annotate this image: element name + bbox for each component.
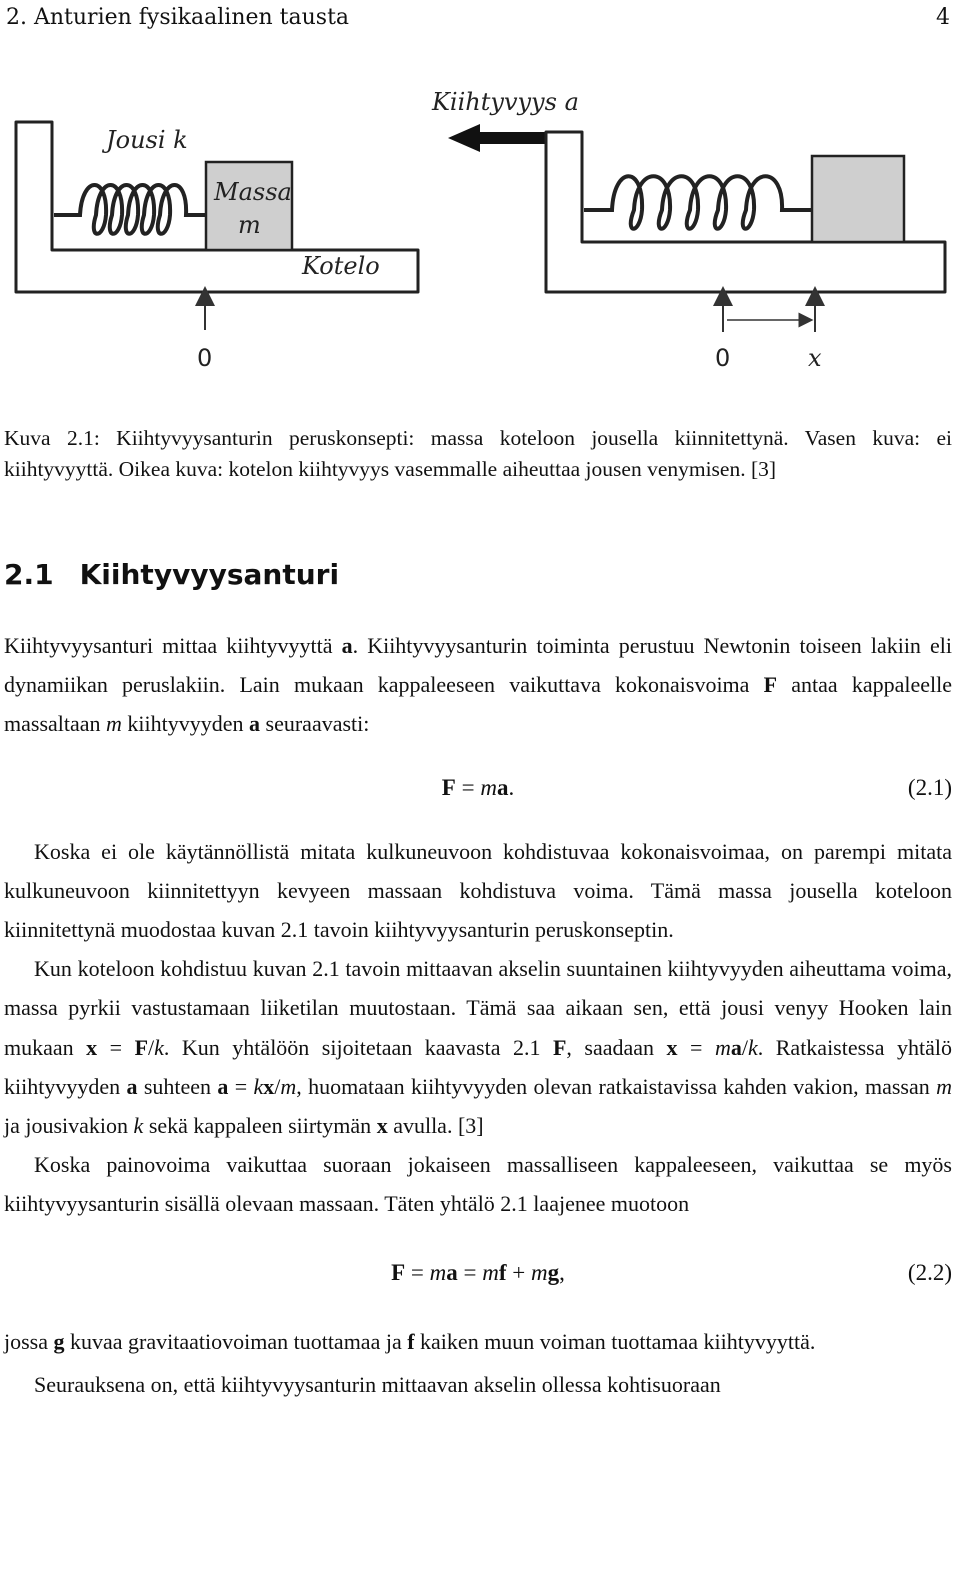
symbol-F: F [763,672,778,698]
text-run: avulla. [3] [387,1113,484,1139]
text-run: / [148,1034,155,1060]
symbol-F: F [134,1034,149,1060]
symbol-a: a [496,775,509,800]
symbol-F: F [441,775,456,800]
punctuation: . [508,775,515,800]
text-run: = [97,1034,135,1060]
spring-label: Jousi k [106,126,188,154]
plus-sign: + [506,1260,532,1286]
symbol-a: a [341,633,353,658]
paragraph-4: Koska painovoima vaikuttaa suoraan jokaiseen massalliseen kappaleeseen, vaikuttaa se myös kiihtyvyysanturin sisällä olevaan massaan. Täten yhtälö 2.1 laajenee muotoon [4,1152,952,1217]
text-run: jossa [4,1328,54,1354]
equation-2-2 [4,1224,952,1322]
text-run: / [274,1073,281,1099]
symbol-m: m [480,775,497,800]
symbol-k: k [747,1034,758,1060]
text-run: seuraavasti: [260,711,370,737]
symbol-g: g [53,1328,65,1354]
chapter-title: 2. Anturien fysikaalinen tausta [6,4,350,30]
symbol-m: m [714,1034,731,1060]
x-label: x [808,344,822,372]
mass-label-line2: m [238,211,261,239]
body-text [4,626,952,1404]
text-run: / [741,1034,748,1060]
equals-sign: = [455,775,481,800]
text-run: Kiihtyvyysanturi mittaa kiihtyvyyttä [4,633,342,658]
text-run: sekä kappaleen siirtymän [143,1113,377,1139]
symbol-k: k [253,1073,264,1099]
figure-accelerometer-concept [0,80,960,380]
mass-label-line1: Massa [214,178,292,206]
symbol-a: a [249,711,261,737]
section-heading [4,558,339,591]
text-run: , saadaan [566,1034,667,1060]
symbol-a: a [446,1260,458,1286]
paragraph-2: Koska ei ole käytännöllistä mitata kulkuneuvoon kohdistuvaa kokonaisvoimaa, on parempi mitata kulkuneuvoon kiinnitettyyn kevyeen massaan kohdistuva voima. Tämä massa jousella koteloon kiinnitettynä muodostaa kuvan 2.1 tavoin kiihtyvyysanturin peruskonseptin. [4,838,952,943]
text-run: , huomataan kiihtyvyyden olevan ratkaistavissa kahden vakion, massan [296,1073,937,1099]
right-mass-block [812,156,904,242]
right-spring-coil [584,176,812,229]
symbol-a: a [217,1073,229,1099]
text-run: kuvaa gravitaatiovoiman tuottamaa ja [64,1328,408,1354]
equation-number: (2.2) [907,1260,952,1286]
text-run: antaa kappaleelle massaltaan [4,672,952,737]
left-spring-coil [54,185,206,234]
paragraph-3 [4,949,952,1145]
left-zero-label: 0 [197,344,213,372]
symbol-x: x [263,1073,275,1099]
text-run: suhteen [137,1073,218,1099]
symbol-f: f [407,1328,415,1354]
text-run: . Kun yhtälöön sijoitetaan kaavasta 2.1 [163,1034,553,1060]
symbol-m: m [280,1073,297,1099]
text-run: kaiken muun voiman tuottamaa kiihtyvyyttä. [414,1328,816,1354]
equation-2-1 [4,744,952,832]
text-run: = [677,1034,715,1060]
text-run: . Kiihtyvyysanturin toiminta perustuu Newtonin toiseen lakiin eli dynamiikan peruslakiin. Lain mukaan kappaleeseen vaikuttava kokonaisvoima [4,633,952,698]
symbol-g: g [547,1260,560,1286]
text-run: Kun koteloon kohdistuu kuvan 2.1 tavoin mittaavan akselin suuntainen kiihtyvyyden aiheuttama voima, massa pyrkii vastustamaan liiketilan muutostaan. Tämä saa aikaan sen, että jousi venyy Hooken lain mukaan [4,956,952,1060]
symbol-x: x [376,1113,388,1139]
punctuation: , [559,1260,565,1286]
equals-sign: = [457,1260,483,1286]
equation-number: (2.1) [907,775,952,800]
symbol-m: m [936,1073,952,1099]
symbol-a: a [730,1034,742,1060]
symbol-f: f [498,1260,507,1286]
text-run: kiihtyvyyden [121,711,250,737]
acceleration-label: Kiihtyvyys a [432,88,579,116]
housing-label: Kotelo [302,252,380,280]
symbol-x: x [666,1034,678,1060]
running-header [6,0,950,34]
symbol-m: m [531,1260,548,1286]
symbol-k: k [154,1034,164,1060]
symbol-x: x [86,1034,98,1060]
text-run: ja jousivakion [4,1113,134,1139]
symbol-m: m [482,1260,499,1286]
symbol-m: m [429,1260,447,1286]
symbol-m: m [106,711,122,737]
paragraph-5 [4,1322,952,1361]
page-number: 4 [936,4,950,30]
figure-drawing [0,80,960,380]
symbol-a: a [126,1073,138,1099]
equals-sign: = [405,1260,430,1286]
right-zero-label: 0 [715,344,731,372]
text-run: = [228,1073,254,1099]
symbol-F: F [391,1260,406,1286]
symbol-F: F [552,1034,567,1060]
symbol-k: k [133,1113,144,1139]
text-run: . Ratkaistessa yhtälö kiihtyvyyden [4,1034,952,1099]
paragraph-1 [4,626,952,744]
figure-caption: Kuva 2.1: Kiihtyvyysanturin peruskonsepti: massa koteloon jousella kiinnitettynä. Vasen kuva: ei kiihtyvyyttä. Oikea kuva: kotelon kiihtyvyys vasemmalle aiheuttaa jousen venymisen. [3] [4,426,952,481]
section-number: 2.1 [4,558,54,591]
paragraph-6: Seurauksena on, että kiihtyvyysanturin mittaavan akselin ollessa kohtisuoraan [34,1371,721,1397]
section-title: Kiihtyvyysanturi [79,558,340,591]
